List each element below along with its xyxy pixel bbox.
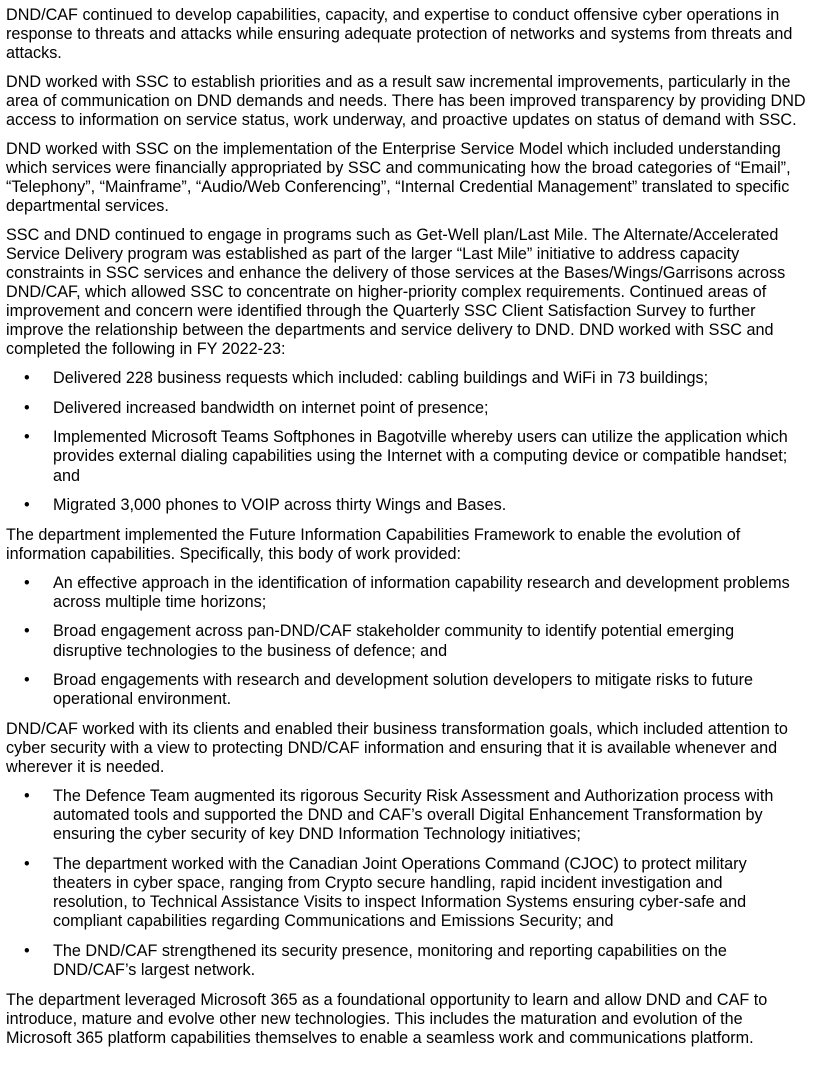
list-item-text: The department worked with the Canadian Joint Operations Command (CJOC) to protect military theaters in cyber space, ranging from Crypto secure handling, rapid incident investigation and resolution, to Technical Assistance Visits to inspect Information Systems ensuring cyber-safe and compliant capabilities regarding Communications and Emissions Security; and — [53, 854, 747, 931]
bullet-icon: • — [24, 398, 30, 417]
list-item — [6, 428, 809, 485]
paragraph-business-transformation: DND/CAF worked with its clients and enabled their business transformation goals, which included attention to cyber security with a view to protecting DND/CAF information and ensuring that it is available whenever and wherever it is needed. — [6, 720, 788, 777]
bullet-icon: • — [24, 428, 30, 447]
security-initiatives-list — [6, 787, 809, 980]
bullet-icon: • — [24, 622, 30, 641]
list-item-text: An effective approach in the identification of information capability research and development problems across multiple time horizons; — [53, 573, 790, 611]
list-item-text: Broad engagement across pan-DND/CAF stakeholder community to identify potential emerging disruptive technologies to the business of defence; and — [53, 622, 735, 660]
paragraph-ssc-priorities: DND worked with SSC to establish priorities and as a result saw incremental improvements, particularly in the area of communication on DND demands and needs. There has been improved transparency by providing DND access to information on service status, work underway, and proactive updates on status of demand with SSC. — [6, 72, 806, 130]
list-item — [6, 369, 809, 388]
list-item — [6, 496, 809, 515]
bullet-icon: • — [24, 671, 30, 690]
paragraph-offensive-cyber: DND/CAF continued to develop capabilities, capacity, and expertise to conduct offensive cyber operations in response to threats and attacks while ensuring adequate protection of networks and systems from threats and attacks. — [6, 6, 793, 63]
bullet-icon: • — [24, 368, 30, 387]
list-item-text: Implemented Microsoft Teams Softphones in Bagotville whereby users can utilize the application which provides external dialing capabilities using the Internet with a computing device or compatible handset; and — [53, 428, 788, 485]
ficf-outcomes-list — [6, 574, 809, 710]
paragraph-enterprise-service-model: DND worked with SSC on the implementation of the Enterprise Service Model which included understanding which services were financially appropriated by SSC and communicating how the broad categories of “Email”, “Telephony”, “Mainframe”, “Audio/Web Conferencing”, “Internal Credential Management” translated to specific departmental services. — [6, 139, 791, 216]
list-item — [6, 942, 809, 980]
ssc-deliverables-list — [6, 369, 809, 515]
list-item — [6, 671, 809, 709]
list-item-text: The DND/CAF strengthened its security presence, monitoring and reporting capabilities on the DND/CAF’s largest network. — [53, 941, 727, 979]
list-item — [6, 574, 809, 612]
list-item-text: Delivered increased bandwidth on internet point of presence; — [53, 398, 489, 417]
paragraph-last-mile: SSC and DND continued to engage in programs such as Get-Well plan/Last Mile. The Alternate/Accelerated Service Delivery program was established as part of the larger “Last Mile” initiative to address capacity constraints in SSC services and enhance the delivery of those services at the Bases/Wings/Garrisons across DND/CAF, which allowed SSC to concentrate on higher-priority complex requirements. Continued areas of improvement and concern were identified through the Quarterly SSC Client Satisfaction Survey to further improve the relationship between the departments and service delivery to DND. DND worked with SSC and completed the following in FY 2022-23: — [6, 225, 786, 359]
bullet-icon: • — [24, 941, 30, 960]
bullet-icon: • — [24, 573, 30, 592]
list-item — [6, 622, 809, 660]
list-item-text: The Defence Team augmented its rigorous Security Risk Assessment and Authorization process with automated tools and supported the DND and CAF’s overall Digital Enhancement Transformation by ensuring the cyber security of key DND Information Technology initiatives; — [53, 786, 774, 844]
list-item — [6, 787, 809, 844]
paragraph-future-capabilities: The department implemented the Future Information Capabilities Framework to enable the evolution of information capabilities. Specifically, this body of work provided: — [6, 525, 741, 563]
list-item-text: Migrated 3,000 phones to VOIP across thirty Wings and Bases. — [53, 496, 507, 515]
list-item-text: Delivered 228 business requests which included: cabling buildings and WiFi in 73 buildings; — [53, 368, 709, 387]
list-item — [6, 399, 809, 418]
list-item-text: Broad engagements with research and development solution developers to mitigate risks to future operational environment. — [53, 671, 754, 709]
list-item — [6, 855, 809, 931]
bullet-icon: • — [24, 854, 30, 873]
bullet-icon: • — [24, 496, 30, 515]
paragraph-microsoft-365: The department leveraged Microsoft 365 as a foundational opportunity to learn and allow DND and CAF to introduce, mature and evolve other new technologies. This includes the maturation and evolution of the Microsoft 365 platform capabilities themselves to enable a seamless work and communications platform. — [6, 990, 768, 1047]
document-page — [6, 6, 809, 1057]
bullet-icon: • — [24, 786, 30, 805]
